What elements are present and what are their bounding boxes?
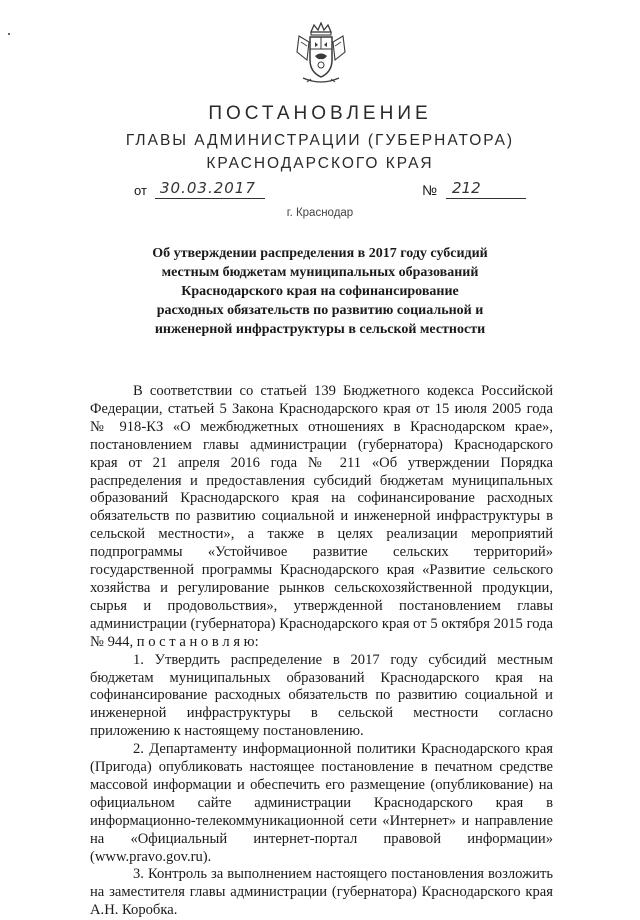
body-paragraph-preamble: В соответствии со статьей 139 Бюджетного кодекса Российской Федерации, статьей 5 Закона Краснодарского края от 15 июля 2005 года № 918-КЗ «О межбюджетных отношениях в Краснодарском крае», постановлением главы администрации (губернатора) Краснодарского края от 21 апреля 2016 года № 211 «Об утверждении Порядка распределения и предоставления субсидий бюджетам муниципальных образований Краснодарского края на софинансирование расходных обязательств по развитию социальной и инженерной инфраструктуры в сельской местности», а также в целях реализации мероприятий подпрограммы «Устойчивое развитие сельских территорий» государственной программы Краснодарского края «Развитие сельского хозяйства и регулирование рынков сельскохозяйственной продукции, сырья и продовольствия», утвержденной постановлением главы администрации (губернатора) Краснодарского края от 5 октября 2015 года № 944, п о с т а н о в л я ю: <box>90 383 553 650</box>
body-paragraph-3: 3. Контроль за выполнением настоящего постановления возложить на заместителя главы администрации (губернатора) Краснодарского края А.Н. Коробка. <box>90 866 553 919</box>
scan-speck <box>8 33 10 35</box>
city-label: г. Краснодар <box>286 207 354 219</box>
region-heading: КРАСНОДАРСКОГО КРАЯ <box>206 155 434 172</box>
coat-of-arms-icon <box>293 22 349 88</box>
body-paragraph-1: 1. Утвердить распределение в 2017 году субсидий местным бюджетам муниципальных образований Краснодарского края на софинансирование расходных обязательств по развитию социальной и инженерной инфраструктуры в сельской местности согласно приложению к настоящему постановлению. <box>90 651 553 740</box>
document-title: Об утверждении распределения в 2017 году субсидий местным бюджетам муниципальных образований Краснодарского края на софинансирование расходных обязательств по развитию социальной и инженерной инфраструктуры в сельской местности <box>152 246 488 337</box>
number-label: № <box>422 182 438 198</box>
date-value: 30.03.2017 <box>160 179 256 197</box>
date-label: от <box>134 183 147 198</box>
body-paragraph-2: 2. Департаменту информационной политики Краснодарского края (Пригода) опубликовать настоящее постановление в печатном средстве массовой информации и обеспечить его размещение (опубликование) на официальном сайте администрации Краснодарского края в информационно-телекоммуникационной сети «Интернет» и направление на «Официальный интернет-портал правовой информации» (www.pravo.gov.ru). <box>90 741 553 865</box>
date-number-row <box>0 180 640 202</box>
number-value: 212 <box>452 179 481 197</box>
issuer-heading: ГЛАВЫ АДМИНИСТРАЦИИ (ГУБЕРНАТОРА) <box>125 132 515 149</box>
doc-type-heading: ПОСТАНОВЛЕНИЕ <box>208 103 432 124</box>
document-body <box>90 383 553 920</box>
